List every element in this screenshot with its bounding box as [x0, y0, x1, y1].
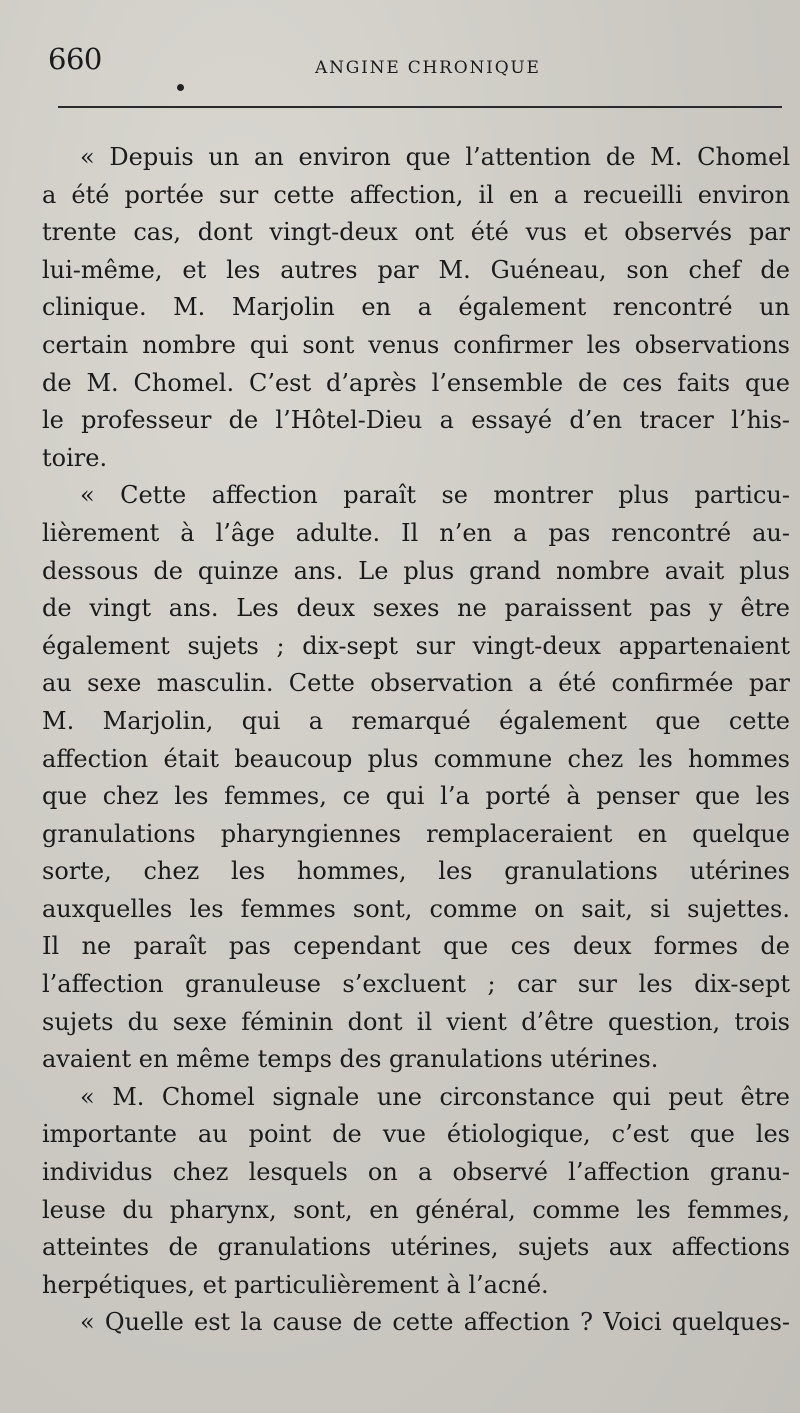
text-line: herpétiques, et particulièrement à l’acné. [42, 1270, 549, 1299]
text-line: sujets du sexe féminin dont il vient d’être question, trois [42, 1007, 790, 1036]
text-line: au sexe masculin. Cette observation a été confirmée par [42, 669, 790, 698]
text-line: a été portée sur cette affection, il en a recueilli environ [42, 180, 790, 209]
text-line: M. Marjolin, qui a remarqué également que cette [42, 706, 790, 735]
text-line: dessous de quinze ans. Le plus grand nombre avait plus [42, 556, 790, 585]
header-rule [58, 106, 782, 108]
text-line: certain nombre qui sont venus confirmer les observations [42, 330, 790, 359]
text-line: le professeur de l’Hôtel-Dieu a essayé d’en tracer l’his- [42, 406, 790, 435]
text-line: Il ne paraît pas cependant que ces deux formes de [42, 932, 790, 961]
text-line: auxquelles les femmes sont, comme on sait, si sujettes. [42, 894, 790, 923]
text-line: lièrement à l’âge adulte. Il n’en a pas rencontré au- [42, 518, 790, 547]
text-line: toire. [42, 443, 108, 472]
text-line: atteintes de granulations utérines, sujets aux affections [42, 1233, 790, 1262]
text-line: granulations pharyngiennes remplaceraient en quelque [42, 819, 790, 848]
text-line: leuse du pharynx, sont, en général, comme les femmes, [42, 1195, 790, 1224]
text-line: « Depuis un an environ que l’attention de M. Chomel [80, 143, 790, 171]
text-line: « M. Chomel signale une circonstance qui peut être [80, 1082, 790, 1111]
text-line: importante au point de vue étiologique, c’est que les [42, 1120, 790, 1149]
text-line: de vingt ans. Les deux sexes ne paraissent pas y être [42, 594, 790, 623]
text-line: « Quelle est la cause de cette affection ? Voici quelques- [80, 1308, 790, 1337]
running-title: ANGINE CHRONIQUE [315, 58, 541, 78]
text-line: trente cas, dont vingt-deux ont été vus et observés par [42, 218, 790, 247]
body-text [42, 139, 790, 1342]
text-line: sorte, chez les hommes, les granulations utérines [42, 857, 790, 886]
text-line: individus chez lesquels on a observé l’affection granu- [42, 1158, 790, 1187]
text-line: que chez les femmes, ce qui l’a porté à penser que les [42, 782, 790, 811]
text-line: de M. Chomel. C’est d’après l’ensemble de ces faits que [42, 368, 790, 397]
text-line: « Cette affection paraît se montrer plus particu- [80, 481, 790, 510]
text-line: avaient en même temps des granulations utérines. [42, 1045, 659, 1074]
text-line: l’affection granuleuse s’excluent ; car sur les dix-sept [42, 970, 790, 999]
print-speck [177, 84, 184, 91]
text-line: affection était beaucoup plus commune chez les hommes [42, 744, 790, 773]
text-line: lui-même, et les autres par M. Guéneau, son chef de [42, 255, 790, 284]
text-line: clinique. M. Marjolin en a également rencontré un [42, 293, 790, 322]
text-line: également sujets ; dix-sept sur vingt-deux appartenaient [42, 631, 790, 660]
page-number: 660 [48, 42, 102, 76]
